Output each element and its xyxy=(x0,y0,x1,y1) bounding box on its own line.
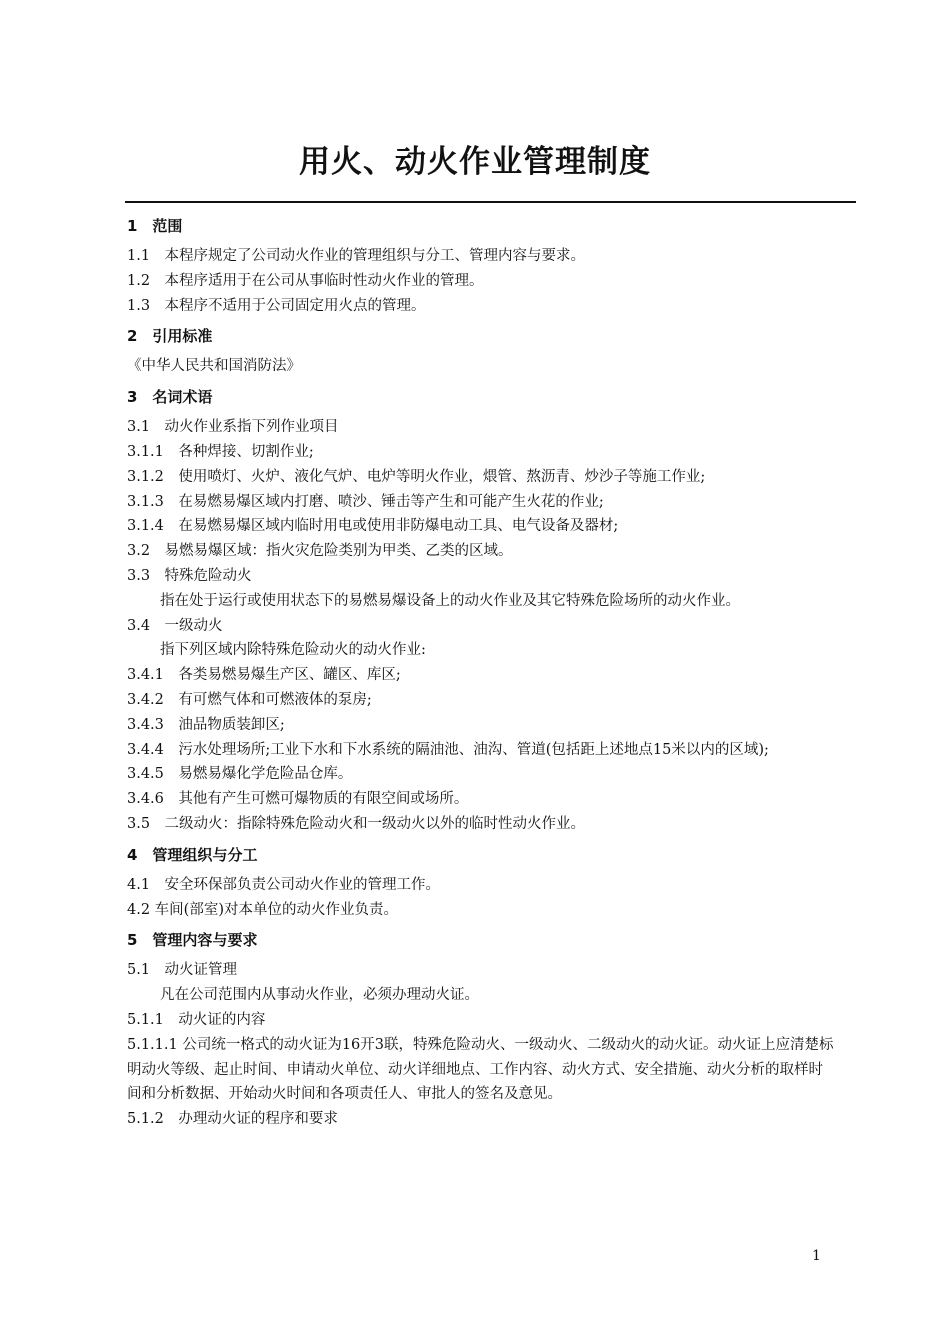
section-heading: 4 管理组织与分工 xyxy=(127,845,258,864)
clause-paragraph: 1.1 本程序规定了公司动火作业的管理组织与分工、管理内容与要求。 xyxy=(127,248,586,264)
clause-paragraph: 3.4.5 易燃易爆化学危险品仓库。 xyxy=(127,766,353,783)
clause-paragraph: 1.3 本程序不适用于公司固定用火点的管理。 xyxy=(127,297,426,314)
clause-paragraph: 3.4.6 其他有产生可燃可爆物质的有限空间或场所。 xyxy=(127,791,469,808)
document-body xyxy=(127,214,837,1132)
section-heading: 3 名词术语 xyxy=(127,388,213,407)
section-heading: 2 引用标准 xyxy=(127,327,213,346)
section-heading: 5 管理内容与要求 xyxy=(127,931,258,950)
clause-paragraph: 3.1.1 各种焊接、切割作业; xyxy=(127,443,314,460)
indented-paragraph: 凡在公司范围内从事动火作业，必须办理动火证。 xyxy=(160,987,479,1004)
clause-paragraph: 3.1 动火作业系指下列作业项目 xyxy=(127,419,339,436)
clause-paragraph: 3.5 二级动火：指除特殊危险动火和一级动火以外的临时性动火作业。 xyxy=(127,815,586,832)
clause-paragraph: 5.1.2 办理动火证的程序和要求 xyxy=(127,1111,338,1128)
clause-paragraph: 5.1 动火证管理 xyxy=(127,962,238,979)
clause-paragraph: 3.1.4 在易燃易爆区域内临时用电或使用非防爆电动工具、电气设备及器材; xyxy=(127,518,619,535)
clause-paragraph: 3.4.3 油品物质装卸区; xyxy=(127,716,285,733)
clause-paragraph: 3.4.4 污水处理场所;工业下水和下水系统的隔油池、油沟、管道(包括距上述地点15米以内的区域); xyxy=(127,741,769,758)
section-heading: 1 范围 xyxy=(127,217,183,235)
clause-paragraph: 5.1.1.1 公司统一格式的动火证为16开3联，特殊危险动火、一级动火、二级动火的动火证。动火证上应清楚标明动火等级、起止时间、申请动火单位、动火详细地点、工作内容、动火方式、安全措施、动火分析的取样时间和分析数据、开始动火时间和各项责任人、审批人的签名及意见。 xyxy=(127,1036,834,1103)
clause-paragraph: 4.1 安全环保部负责公司动火作业的管理工作。 xyxy=(127,876,441,893)
clause-paragraph: 3.4.1 各类易燃易爆生产区、罐区、库区; xyxy=(127,667,401,684)
clause-paragraph: 5.1.1 动火证的内容 xyxy=(127,1011,266,1028)
page-number: 1 xyxy=(812,1248,821,1264)
clause-paragraph: 4.2 车间(部室)对本单位的动火作业负责。 xyxy=(127,901,398,918)
clause-paragraph: 3.4 一级动火 xyxy=(127,617,223,634)
indented-paragraph: 指在处于运行或使用状态下的易燃易爆设备上的动火作业及其它特殊危险场所的动火作业。 xyxy=(160,592,740,609)
clause-paragraph: 3.2 易燃易爆区域：指火灾危险类别为甲类、乙类的区域。 xyxy=(127,543,513,560)
title-divider xyxy=(125,201,856,203)
indented-paragraph: 指下列区域内除特殊危险动火的动火作业: xyxy=(160,642,426,659)
page-title: 用火、动火作业管理制度 xyxy=(299,144,651,180)
clause-paragraph: 《中华人民共和国消防法》 xyxy=(127,358,301,375)
clause-paragraph: 3.3 特殊危险动火 xyxy=(127,567,252,584)
clause-paragraph: 3.1.2 使用喷灯、火炉、液化气炉、电炉等明火作业，煨管、熬沥青、炒沙子等施工作业; xyxy=(127,468,706,485)
clause-paragraph: 1.2 本程序适用于在公司从事临时性动火作业的管理。 xyxy=(127,272,484,289)
clause-paragraph: 3.1.3 在易燃易爆区域内打磨、喷沙、锤击等产生和可能产生火花的作业; xyxy=(127,493,604,510)
clause-paragraph: 3.4.2 有可燃气体和可燃液体的泵房; xyxy=(127,691,372,708)
